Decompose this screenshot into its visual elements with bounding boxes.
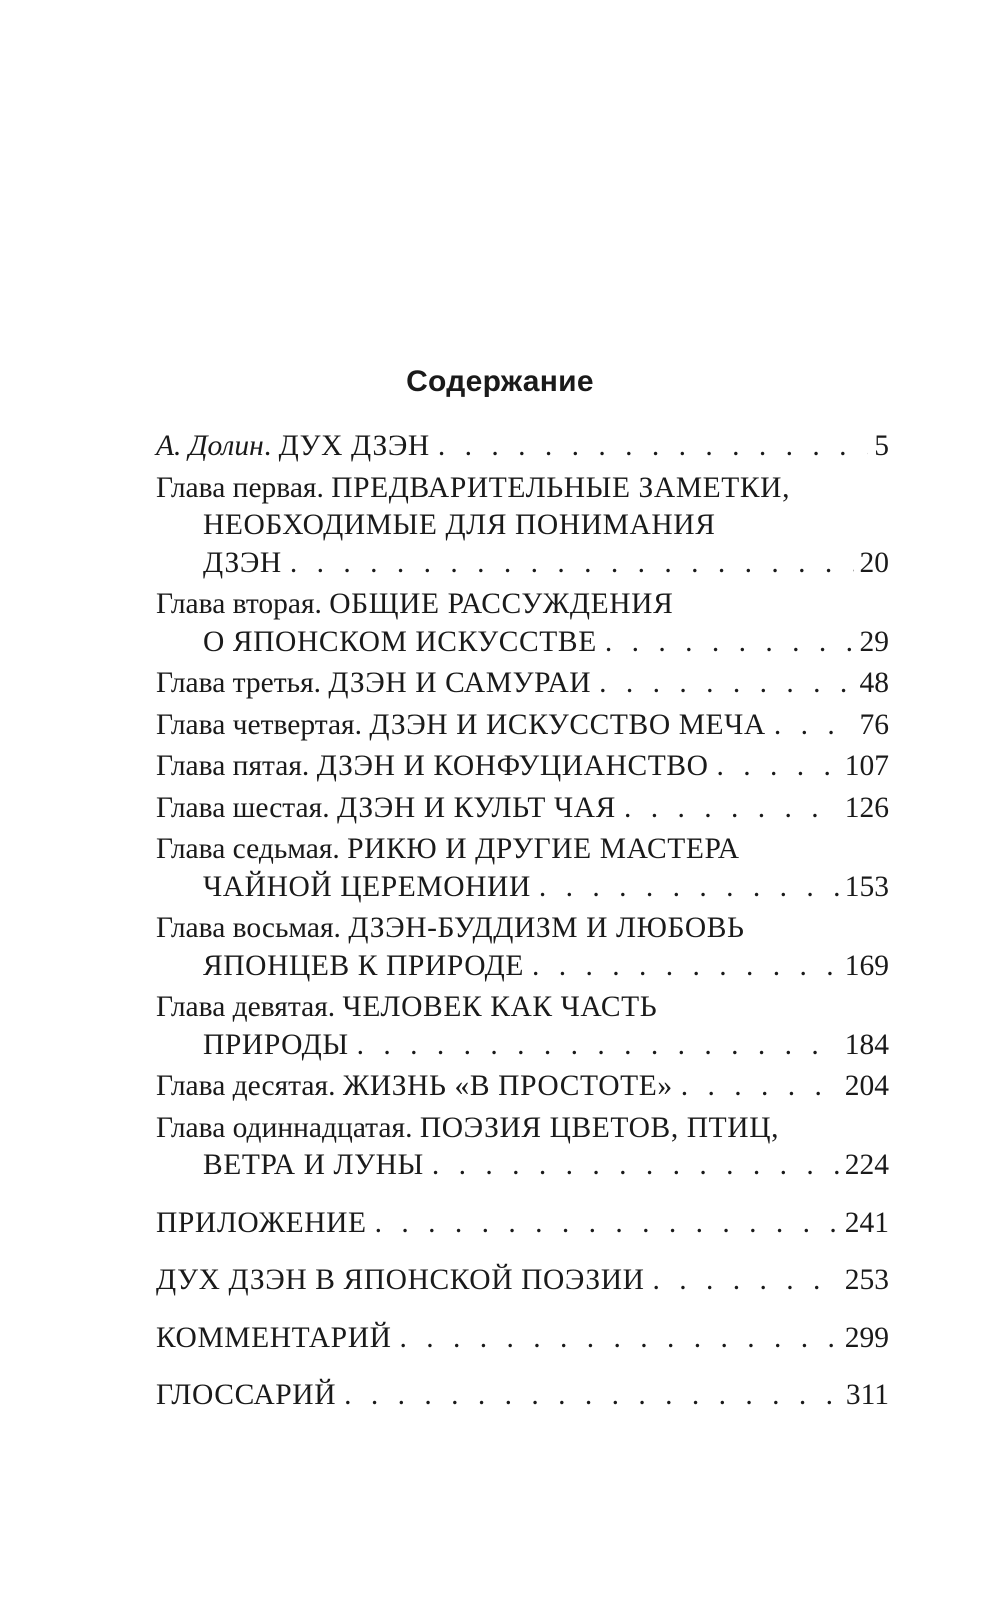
toc-entry-author: А. Долин bbox=[156, 430, 264, 462]
dot-leader bbox=[605, 624, 854, 662]
toc-entry-page: 153 bbox=[844, 870, 889, 903]
toc-entry-title: ДЗЭН И КУЛЬТ ЧАЯ bbox=[336, 791, 616, 824]
toc-entry[interactable] bbox=[156, 1068, 889, 1106]
dot-leader bbox=[599, 665, 853, 703]
dot-leader bbox=[438, 428, 868, 466]
toc-entry-line bbox=[156, 748, 889, 786]
table-of-contents bbox=[156, 428, 889, 1415]
toc-entry-page: 29 bbox=[859, 625, 889, 658]
toc-entry-chapter: Глава седьмая. bbox=[156, 833, 348, 865]
toc-entry[interactable] bbox=[156, 1320, 889, 1358]
toc-entry-chapter: Глава первая. bbox=[156, 471, 332, 504]
toc-entry-page: 241 bbox=[844, 1206, 889, 1239]
toc-entry-title: ЯПОНЦЕВ К ПРИРОДЕ bbox=[203, 949, 524, 982]
toc-entry-line bbox=[156, 470, 889, 508]
dot-leader bbox=[290, 545, 854, 583]
toc-entry-page: 169 bbox=[844, 949, 889, 982]
toc-entry[interactable] bbox=[156, 831, 889, 906]
toc-entry-title: РИКЮ И ДРУГИЕ МАСТЕРА bbox=[347, 833, 740, 865]
toc-entry-title: ДУХ ДЗЭН bbox=[278, 430, 430, 462]
toc-entry[interactable] bbox=[156, 989, 889, 1064]
toc-entry-line bbox=[156, 1320, 889, 1358]
dot-leader bbox=[532, 948, 839, 986]
toc-entry-line bbox=[156, 1262, 889, 1300]
toc-entry[interactable] bbox=[156, 586, 889, 661]
toc-entry-title: ДЗЭН-БУДДИЗМ И ЛЮБОВЬ bbox=[348, 912, 745, 944]
toc-entry-page: 299 bbox=[844, 1321, 889, 1354]
toc-entry-line bbox=[156, 507, 889, 545]
toc-entry-line bbox=[156, 1068, 889, 1106]
toc-entry-page: 253 bbox=[844, 1264, 889, 1296]
toc-entry-chapter: Глава пятая. bbox=[156, 750, 317, 782]
toc-entry-title: ЖИЗНЬ «В ПРОСТОТЕ» bbox=[342, 1070, 673, 1102]
toc-entry[interactable] bbox=[156, 1377, 889, 1415]
dot-leader bbox=[357, 1027, 839, 1065]
toc-entry[interactable] bbox=[156, 1205, 889, 1243]
toc-entry-chapter: Глава третья. bbox=[156, 667, 329, 699]
dot-leader bbox=[774, 707, 854, 745]
dot-leader bbox=[539, 869, 839, 907]
toc-entry-line bbox=[156, 910, 889, 948]
toc-entry-page: 20 bbox=[859, 546, 889, 579]
toc-entry-line bbox=[156, 948, 889, 986]
toc-entry[interactable] bbox=[156, 1110, 889, 1185]
toc-entry-title: ДЗЭН И ИСКУССТВО МЕЧА bbox=[369, 708, 766, 741]
toc-entry-title: ДЗЭН И САМУРАИ bbox=[328, 667, 592, 699]
toc-entry[interactable] bbox=[156, 790, 889, 828]
toc-entry[interactable] bbox=[156, 707, 889, 745]
toc-entry-chapter: Глава шестая. bbox=[156, 791, 337, 824]
dot-leader bbox=[432, 1147, 839, 1185]
toc-entry-line bbox=[156, 989, 889, 1027]
toc-entry-title: НЕОБХОДИМЫЕ ДЛЯ ПОНИМАНИЯ bbox=[203, 509, 716, 541]
dot-leader bbox=[717, 748, 839, 786]
page-title: Содержание bbox=[406, 365, 594, 399]
toc-entry-title: ЧАЙНОЙ ЦЕРЕМОНИИ bbox=[203, 870, 531, 903]
toc-entry-author-separator: . bbox=[263, 430, 279, 462]
toc-entry-title: ГЛОССАРИЙ bbox=[156, 1379, 337, 1411]
toc-entry-line bbox=[156, 707, 889, 745]
toc-entry[interactable] bbox=[156, 910, 889, 985]
toc-entry-page: 311 bbox=[845, 1379, 889, 1411]
dot-leader bbox=[653, 1262, 839, 1300]
toc-entry-chapter: Глава одиннадцатая. bbox=[156, 1111, 420, 1144]
toc-entry-line bbox=[156, 1110, 889, 1148]
toc-entry-line bbox=[156, 665, 889, 703]
toc-entry-title: ДЗЭН И КОНФУЦИАНСТВО bbox=[316, 750, 709, 782]
toc-entry-line bbox=[156, 545, 889, 583]
toc-entry-line bbox=[156, 1377, 889, 1415]
toc-entry-page: 107 bbox=[844, 750, 889, 782]
toc-entry-line bbox=[156, 586, 889, 624]
toc-entry-chapter: Глава десятая. bbox=[156, 1070, 343, 1102]
toc-entry-line bbox=[156, 1147, 889, 1185]
toc-entry-chapter: Глава восьмая. bbox=[156, 912, 349, 944]
toc-entry-page: 184 bbox=[844, 1028, 889, 1061]
toc-entry-title: ДЗЭН bbox=[203, 546, 282, 579]
toc-entry-line bbox=[156, 428, 889, 466]
toc-entry-title: ВЕТРА И ЛУНЫ bbox=[203, 1149, 424, 1181]
dot-leader bbox=[344, 1377, 840, 1415]
toc-entry-title: ЧЕЛОВЕК КАК ЧАСТЬ bbox=[342, 991, 658, 1023]
toc-entry-title: ПРИЛОЖЕНИЕ bbox=[156, 1206, 367, 1239]
toc-entry-chapter: Глава девятая. bbox=[156, 991, 343, 1023]
toc-entry-line bbox=[156, 1205, 889, 1243]
toc-entry-page: 204 bbox=[844, 1070, 889, 1102]
toc-entry-title: ПРЕДВАРИТЕЛЬНЫЕ ЗАМЕТКИ, bbox=[331, 471, 791, 504]
dot-leader bbox=[681, 1068, 839, 1106]
dot-leader bbox=[624, 790, 839, 828]
toc-entry-line bbox=[156, 869, 889, 907]
toc-entry-page: 126 bbox=[844, 791, 889, 824]
toc-entry-page: 224 bbox=[844, 1149, 889, 1181]
toc-entry-line bbox=[156, 790, 889, 828]
toc-entry-line bbox=[156, 624, 889, 662]
toc-entry-title: ПОЭЗИЯ ЦВЕТОВ, ПТИЦ, bbox=[419, 1111, 780, 1144]
toc-entry[interactable] bbox=[156, 1262, 889, 1300]
dot-leader bbox=[375, 1205, 839, 1243]
toc-entry[interactable] bbox=[156, 665, 889, 703]
toc-entry-line bbox=[156, 1027, 889, 1065]
toc-entry-title: КОММЕНТАРИЙ bbox=[156, 1321, 392, 1354]
toc-entry-title: О ЯПОНСКОМ ИСКУССТВЕ bbox=[203, 625, 597, 658]
toc-entry-chapter: Глава вторая. bbox=[156, 588, 330, 620]
toc-entry[interactable] bbox=[156, 428, 889, 466]
toc-entry[interactable] bbox=[156, 470, 889, 583]
toc-entry-page: 5 bbox=[874, 430, 889, 462]
toc-entry-title: ПРИРОДЫ bbox=[203, 1028, 349, 1061]
toc-entry-page: 48 bbox=[859, 667, 889, 699]
toc-entry-chapter: Глава четвертая. bbox=[156, 708, 370, 741]
dot-leader bbox=[400, 1320, 839, 1358]
toc-entry-title: ОБЩИЕ РАССУЖДЕНИЯ bbox=[329, 588, 674, 620]
toc-entry-title: ДУХ ДЗЭН В ЯПОНСКОЙ ПОЭЗИИ bbox=[156, 1264, 645, 1296]
toc-entry-page: 76 bbox=[859, 708, 889, 741]
toc-entry[interactable] bbox=[156, 748, 889, 786]
toc-entry-line bbox=[156, 831, 889, 869]
